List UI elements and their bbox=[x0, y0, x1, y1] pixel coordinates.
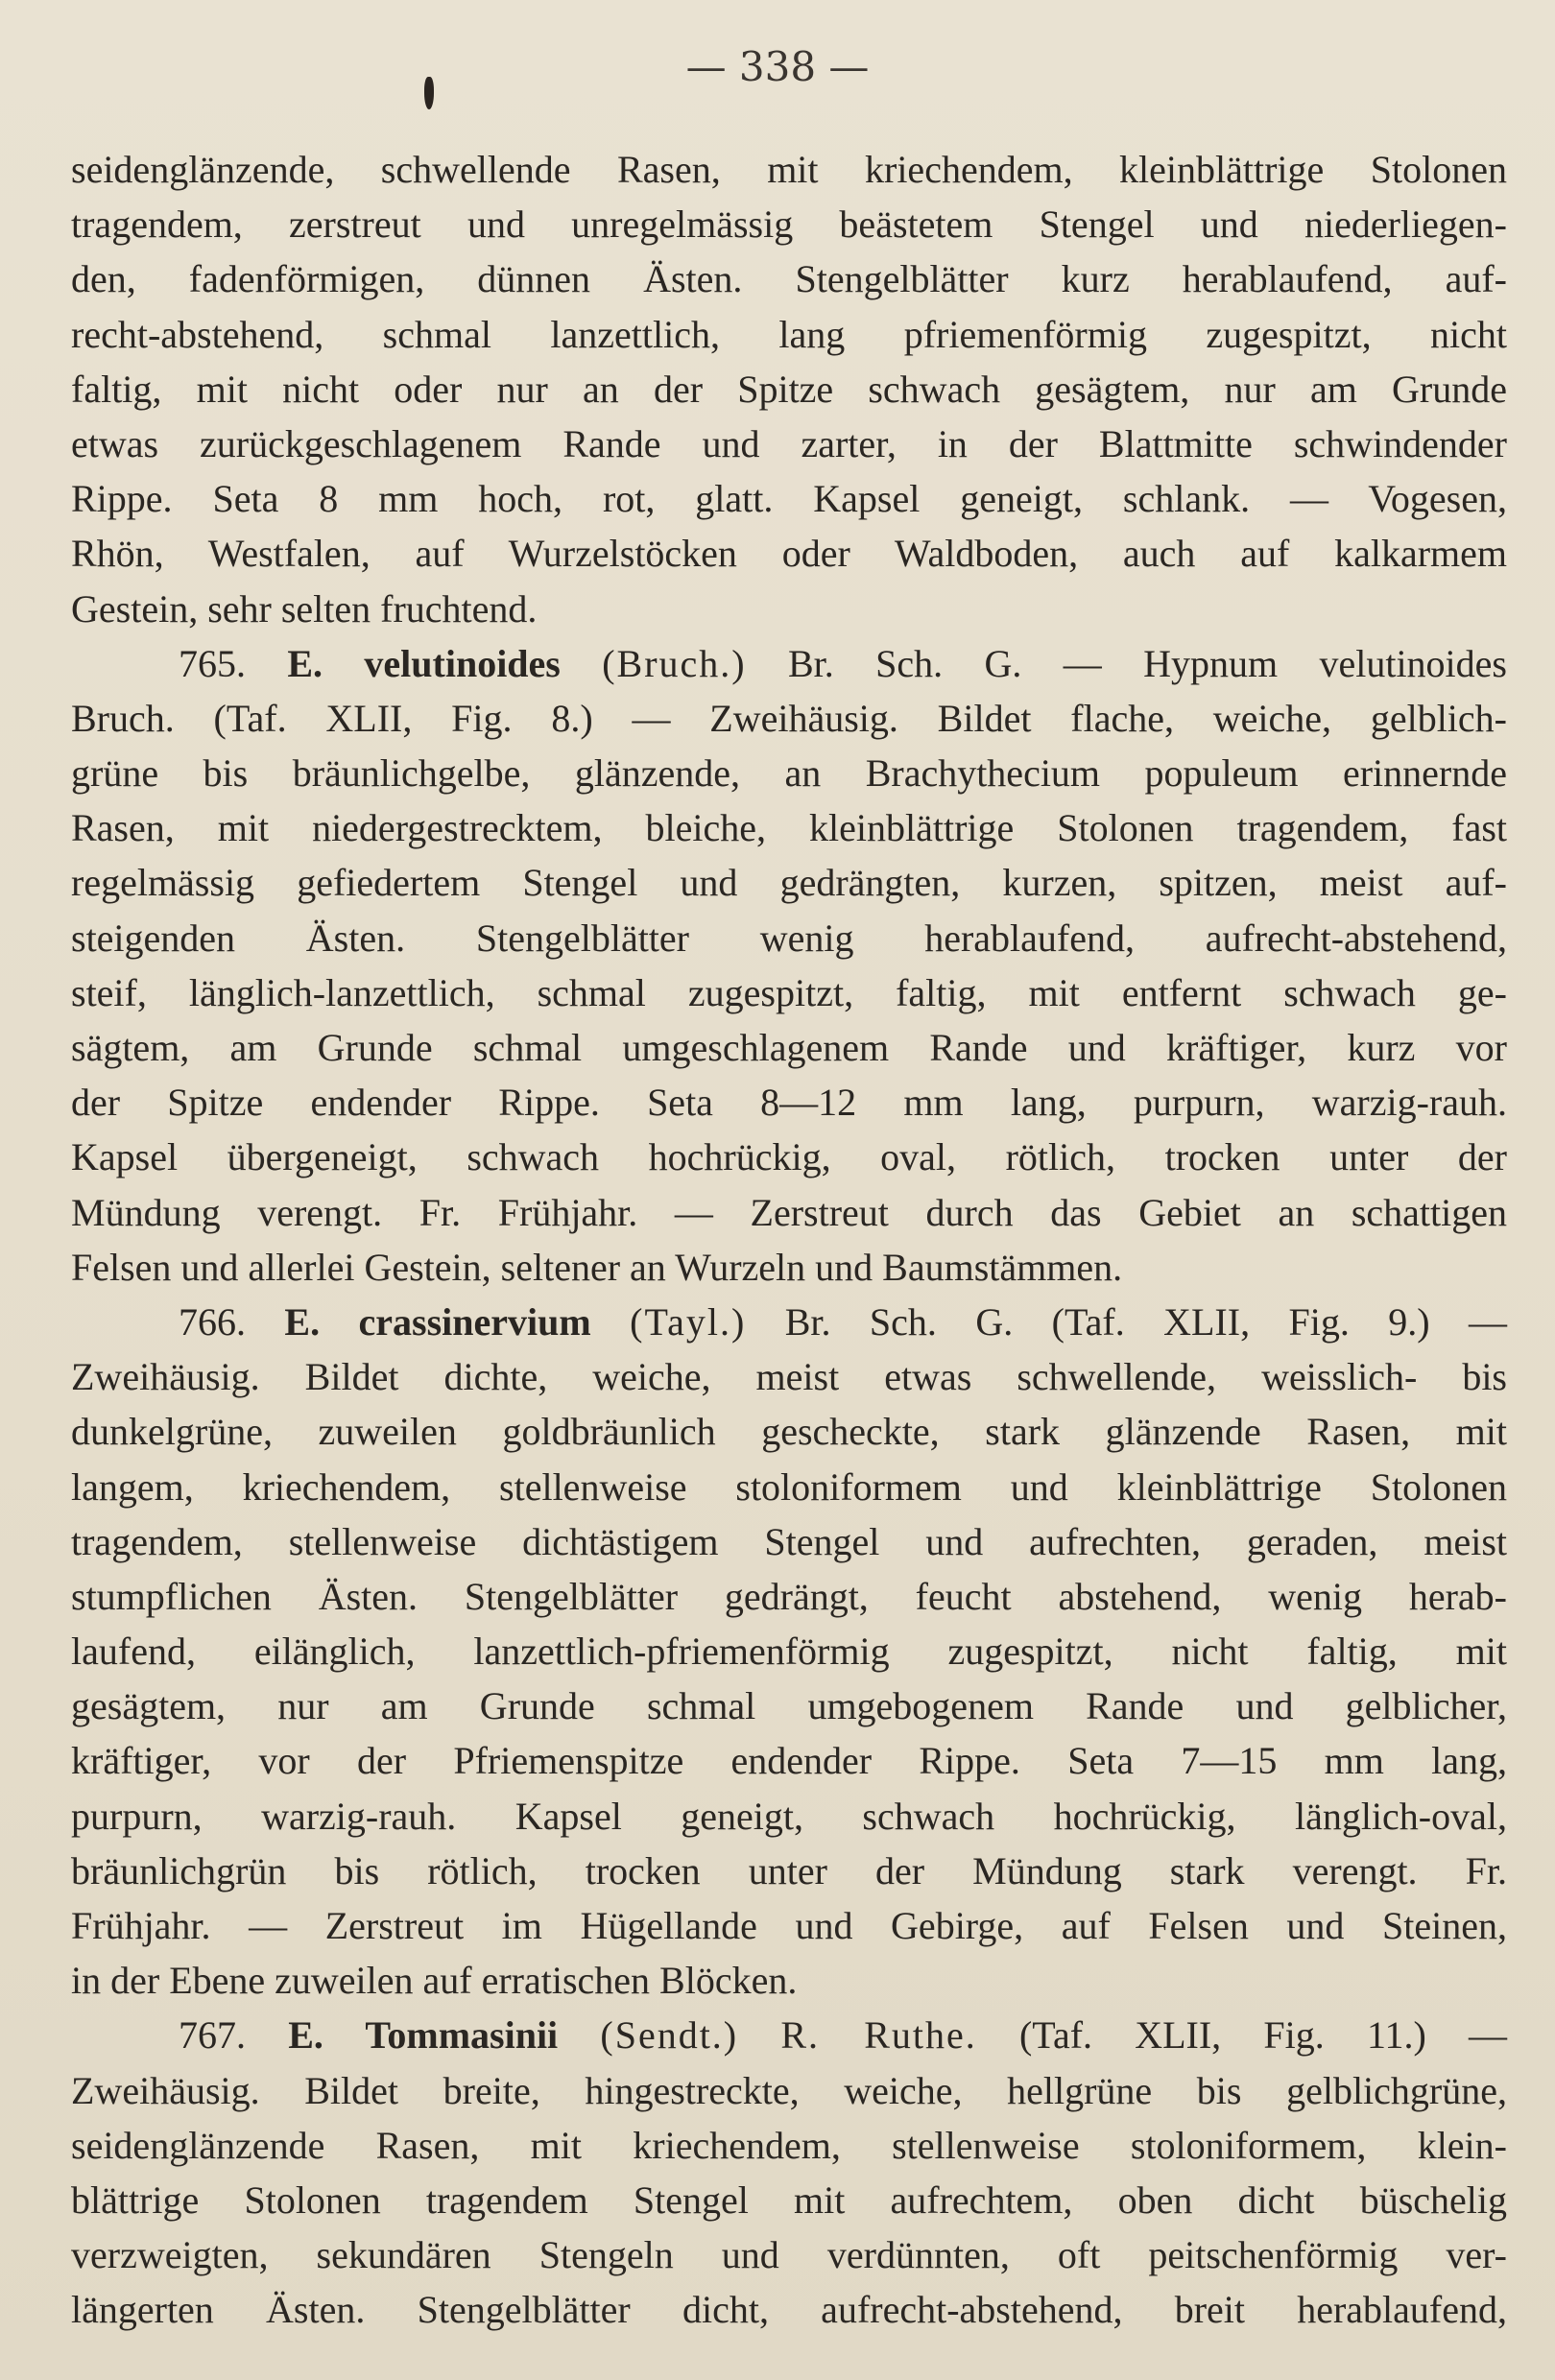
text-run bbox=[738, 2013, 780, 2057]
text-run: regelmässig gefiedertem Stengel und gedrängten, kurzen, spitzen, meist auf- bbox=[71, 861, 1507, 905]
text-run bbox=[558, 2013, 600, 2057]
text-line bbox=[71, 1569, 1507, 1624]
text-line bbox=[71, 1844, 1507, 1898]
text-run: Br. Sch. G. (Taf. XLII, Fig. 9.) — bbox=[746, 1299, 1508, 1344]
text-run: purpurn, warzig-rauh. Kapsel geneigt, schwach hochrückig, länglich-oval, bbox=[71, 1794, 1507, 1838]
text-run: blättrige Stolonen tragendem Stengel mit aufrechtem, oben dicht büschelig bbox=[71, 2178, 1507, 2222]
text-run: laufend, eilänglich, lanzettlich-pfriemenförmig zugespitzt, nicht faltig, mit bbox=[71, 1630, 1507, 1674]
text-line bbox=[71, 1460, 1507, 1514]
text-run: stumpflichen Ästen. Stengelblätter gedrängt, feucht abstehend, wenig herab- bbox=[71, 1574, 1507, 1618]
text-line bbox=[71, 1624, 1507, 1678]
text-run: etwas zurückgeschlagenem Rande und zarter, in der Blattmitte schwindender bbox=[71, 421, 1507, 465]
text-line bbox=[71, 2227, 1507, 2282]
text-line bbox=[71, 197, 1507, 251]
text-run: verzweigten, sekundären Stengeln und verdünnten, oft peitschenförmig ver- bbox=[71, 2233, 1507, 2277]
text-run: Gestein, sehr selten fruchtend. bbox=[71, 586, 538, 631]
text-run: tragendem, zerstreut und unregelmässig beästetem Stengel und niederliegen- bbox=[71, 202, 1507, 247]
text-run: Zweihäusig. Bildet dichte, weiche, meist etwas schwellende, weisslich- bis bbox=[71, 1355, 1507, 1399]
text-run: recht-abstehend, schmal lanzettlich, lang pfriemenförmig zugespitzt, nicht bbox=[71, 312, 1507, 356]
text-run: Bruch. (Taf. XLII, Fig. 8.) — Zweihäusig. Bildet flache, weiche, gelblich- bbox=[71, 696, 1507, 740]
text-run: steigenden Ästen. Stengelblätter wenig herablaufend, aufrecht-abstehend, bbox=[71, 916, 1507, 960]
text-run: grüne bis bräunlichgelbe, glänzende, an Brachythecium populeum erinnernde bbox=[71, 751, 1507, 796]
text-run: Kapsel übergeneigt, schwach hochrückig, oval, rötlich, trocken unter der bbox=[71, 1135, 1507, 1179]
text-run: steif, länglich-lanzettlich, schmal zugespitzt, faltig, mit entfernt schwach ge- bbox=[71, 970, 1507, 1014]
text-run: dunkelgrüne, zuweilen goldbräunlich gescheckte, stark glänzende Rasen, mit bbox=[71, 1410, 1507, 1454]
text-line bbox=[71, 1898, 1507, 1953]
text-run: seidenglänzende, schwellende Rasen, mit kriechendem, kleinblättrige Stolonen bbox=[71, 148, 1507, 191]
text-line bbox=[71, 1020, 1507, 1075]
text-line bbox=[71, 911, 1507, 965]
text-line bbox=[71, 2063, 1507, 2118]
text-run: sägtem, am Grunde schmal umgeschlagenem Rande und kräftiger, kurz vor bbox=[71, 1026, 1507, 1069]
text-line bbox=[71, 1130, 1507, 1184]
text-run: faltig, mit nicht oder nur an der Spitze schwach gesägtem, nur am Grunde bbox=[71, 367, 1507, 411]
text-run: längerten Ästen. Stengelblätter dicht, aufrecht-abstehend, breit herablaufend, bbox=[71, 2288, 1507, 2332]
text-run: der Spitze endender Rippe. Seta 8—12 mm lang, purpurn, warzig-rauh. bbox=[71, 1081, 1507, 1125]
text-run bbox=[591, 1300, 630, 1344]
text-line bbox=[71, 1789, 1507, 1844]
text-run: (Bruch.) bbox=[602, 641, 747, 685]
species-name: E. Tommasinii bbox=[288, 2013, 559, 2058]
text-run: bräunlichgrün bis rötlich, trocken unter der Mündung stark verengt. Fr. bbox=[71, 1848, 1507, 1892]
text-line bbox=[71, 2008, 1507, 2062]
text-run: Zweihäusig. Bildet breite, hingestreckte, weiche, hellgrüne bis gelblichgrüne, bbox=[71, 2068, 1507, 2112]
text-run: Frühjahr. — Zerstreut im Hügellande und Gebirge, auf Felsen und Steinen, bbox=[71, 1904, 1507, 1947]
text-run: Rippe. Seta 8 mm hoch, rot, glatt. Kapsel geneigt, schlank. — Vogesen, bbox=[71, 477, 1507, 521]
text-line bbox=[71, 526, 1507, 581]
text-line bbox=[71, 2173, 1507, 2227]
species-name: E. crassinervium bbox=[284, 1299, 591, 1344]
text-line bbox=[71, 251, 1507, 306]
text-line bbox=[71, 855, 1507, 910]
text-line bbox=[71, 362, 1507, 416]
text-line bbox=[71, 965, 1507, 1020]
text-run: tragendem, stellenweise dichtästigem Stengel und aufrechten, geraden, meist bbox=[71, 1519, 1507, 1563]
text-line bbox=[71, 1295, 1507, 1349]
text-line bbox=[71, 800, 1507, 855]
text-line bbox=[71, 1678, 1507, 1733]
text-line bbox=[71, 1404, 1507, 1459]
text-run: gesägtem, nur am Grunde schmal umgebogenem Rande und gelblicher, bbox=[71, 1684, 1507, 1728]
text-line bbox=[71, 1953, 1507, 2008]
text-run: Felsen und allerlei Gestein, seltener an Wurzeln und Baumstämmen. bbox=[71, 1245, 1123, 1289]
text-run: Mündung verengt. Fr. Frühjahr. — Zerstreut durch das Gebiet an schattigen bbox=[71, 1190, 1507, 1234]
text-run bbox=[561, 642, 602, 685]
text-line bbox=[71, 471, 1507, 526]
text-run: 766. bbox=[179, 1299, 285, 1344]
text-run: R. Ruthe. bbox=[780, 2013, 977, 2058]
text-line bbox=[71, 307, 1507, 362]
text-line bbox=[71, 1075, 1507, 1130]
text-line bbox=[71, 746, 1507, 800]
text-line bbox=[71, 2282, 1507, 2337]
text-run: 765. bbox=[179, 641, 288, 685]
text-run: kräftiger, vor der Pfriemenspitze endender Rippe. Seta 7—15 mm lang, bbox=[71, 1739, 1507, 1783]
species-name: E. velutinoides bbox=[287, 641, 561, 685]
text-run: Rhön, Westfalen, auf Wurzelstöcken oder Waldboden, auch auf kalkarmem bbox=[71, 532, 1507, 576]
text-run: (Sendt.) bbox=[600, 2013, 739, 2058]
text-run: Rasen, mit niedergestrecktem, bleiche, kleinblättrige Stolonen tragendem, fast bbox=[71, 806, 1507, 850]
page-number: — 338 — bbox=[685, 43, 870, 90]
text-run: Br. Sch. G. — Hypnum velutinoides bbox=[746, 641, 1507, 685]
text-run: (Tayl.) bbox=[630, 1299, 747, 1344]
text-run: 767. bbox=[179, 2013, 289, 2058]
text-run: seidenglänzende Rasen, mit kriechendem, stellenweise stoloniformem, klein- bbox=[71, 2123, 1507, 2167]
text-line bbox=[71, 1185, 1507, 1240]
text-line bbox=[71, 636, 1507, 691]
text-line bbox=[71, 2118, 1507, 2173]
text-run: (Taf. XLII, Fig. 11.) — bbox=[976, 2013, 1507, 2058]
text-line bbox=[71, 416, 1507, 471]
page-body-text bbox=[71, 142, 1507, 2338]
text-line bbox=[71, 691, 1507, 746]
text-line bbox=[71, 582, 1507, 636]
text-line bbox=[71, 1514, 1507, 1569]
text-run: den, fadenförmigen, dünnen Ästen. Stengelblätter kurz herablaufend, auf- bbox=[71, 257, 1507, 301]
text-line bbox=[71, 1349, 1507, 1404]
text-line bbox=[71, 1240, 1507, 1295]
ink-mark bbox=[424, 77, 434, 109]
text-line bbox=[71, 142, 1507, 197]
text-run: langem, kriechendem, stellenweise stoloniformem und kleinblättrige Stolonen bbox=[71, 1464, 1507, 1509]
text-line bbox=[71, 1733, 1507, 1788]
text-run: in der Ebene zuweilen auf erratischen Blöcken. bbox=[71, 1959, 798, 2003]
